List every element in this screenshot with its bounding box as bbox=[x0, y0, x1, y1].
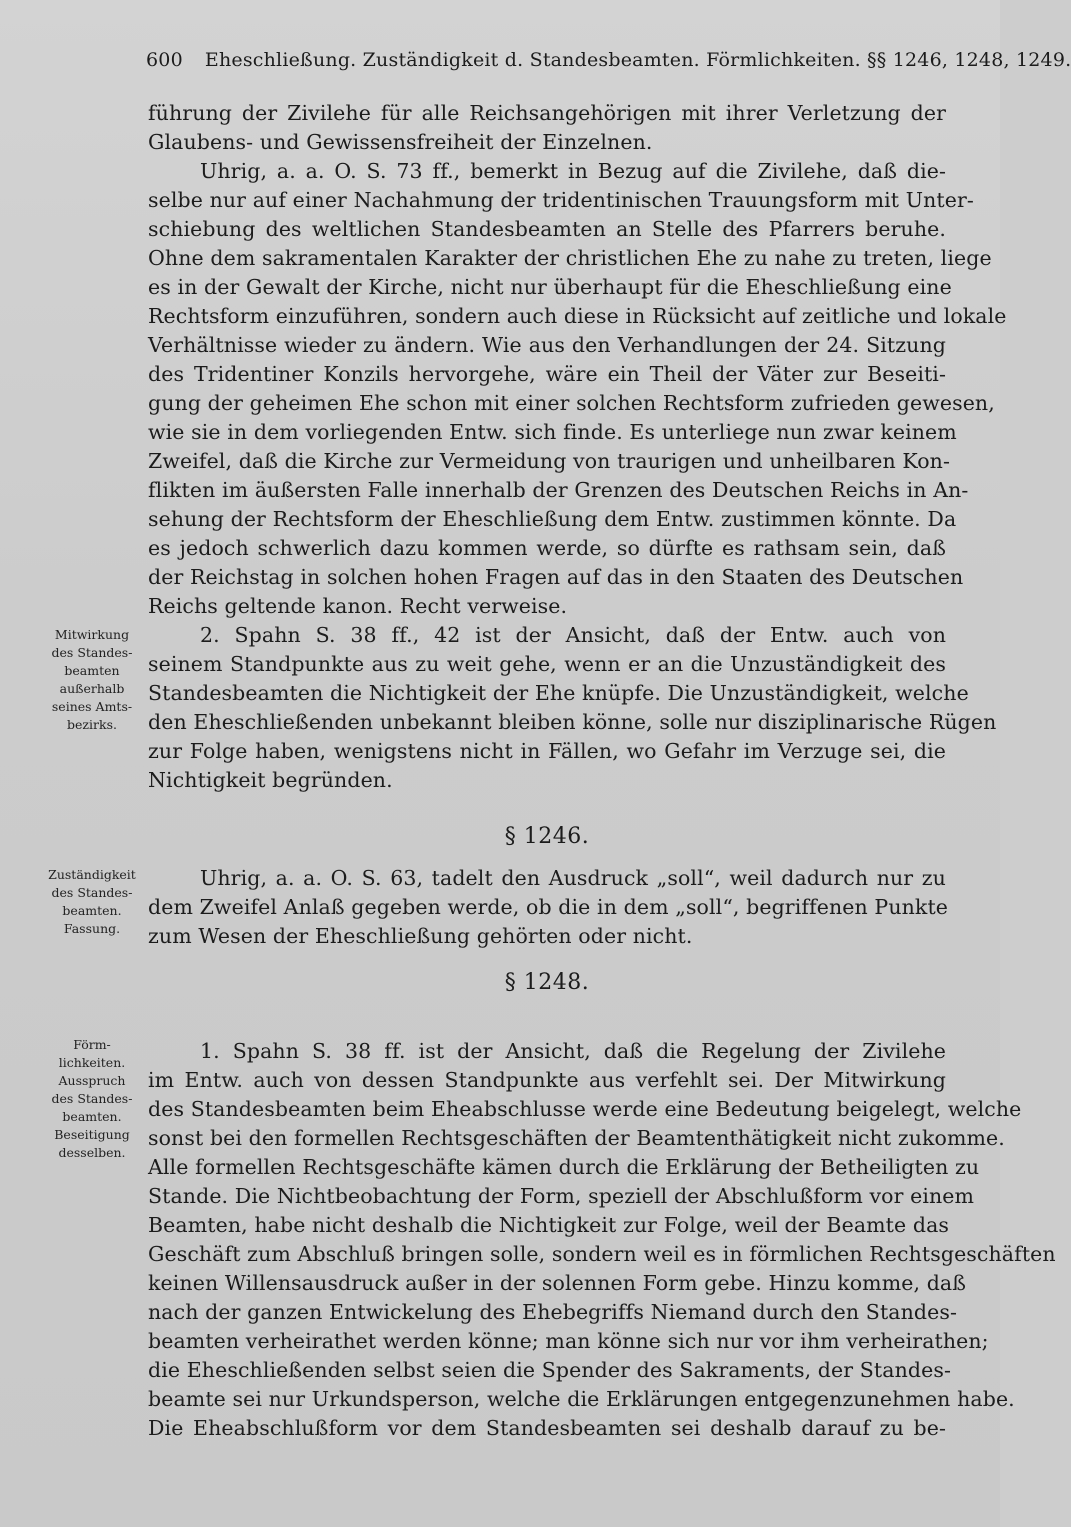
text-line: Rechtsform einzuführen, sondern auch diese in Rücksicht auf zeitliche und lokale bbox=[148, 304, 1007, 328]
margin-note-line: Förm- bbox=[73, 1037, 111, 1052]
text-line: 1. Spahn S. 38 ff. ist der Ansicht, daß die Regelung der Zivilehe bbox=[200, 1039, 946, 1063]
margin-note-foermlichkeiten bbox=[40, 1036, 144, 1162]
text-line: nach der ganzen Entwickelung des Ehebegriffs Niemand durch den Standes- bbox=[148, 1300, 958, 1324]
text-line: wie sie in dem vorliegenden Entw. sich finde. Es unterliege nun zwar keinem bbox=[148, 420, 957, 444]
page-number: 600 bbox=[146, 49, 183, 71]
text-line: den Eheschließenden unbekannt bleiben könne, solle nur disziplinarische Rügen bbox=[148, 710, 997, 734]
text-line: Alle formellen Rechtsgeschäfte kämen durch die Erklärung der Betheiligten zu bbox=[148, 1155, 980, 1179]
text-line: Reichs geltende kanon. Recht verweise. bbox=[148, 594, 568, 618]
text-line: Ohne dem sakramentalen Karakter der christlichen Ehe zu nahe zu treten, liege bbox=[148, 246, 992, 270]
text-line: sonst bei den formellen Rechtsgeschäften der Beamtenthätigkeit nicht zukomme. bbox=[148, 1126, 1005, 1150]
text-line: zur Folge haben, wenigstens nicht in Fällen, wo Gefahr im Verzuge sei, die bbox=[148, 739, 946, 763]
margin-note-line: Beseitigung bbox=[54, 1127, 130, 1142]
text-line: Glaubens- und Gewissensfreiheit der Einzelnen. bbox=[148, 130, 653, 154]
margin-note-line: außerhalb bbox=[59, 681, 125, 696]
text-line: seinem Standpunkte aus zu weit gehe, wenn er an die Unzuständigkeit des bbox=[148, 652, 946, 676]
margin-note-line: des Standes- bbox=[51, 1091, 133, 1106]
text-line: Verhältnisse wieder zu ändern. Wie aus den Verhandlungen der 24. Sitzung bbox=[148, 333, 946, 357]
text-line: Geschäft zum Abschluß bringen solle, sondern weil es in förmlichen Rechtsgeschäften bbox=[148, 1242, 1056, 1266]
text-line: gung der geheimen Ehe schon mit einer solchen Rechtsform zufrieden gewesen, bbox=[148, 391, 995, 415]
text-line: Stande. Die Nichtbeobachtung der Form, speziell der Abschlußform vor einem bbox=[148, 1184, 975, 1208]
text-line: sehung der Rechtsform der Eheschließung dem Entw. zustimmen könnte. Da bbox=[148, 507, 957, 531]
text-line: Zweifel, daß die Kirche zur Vermeidung von traurigen und unheilbaren Kon- bbox=[148, 449, 951, 473]
margin-note-line: beamten. bbox=[62, 1109, 122, 1124]
margin-note-line: Mitwirkung bbox=[54, 627, 130, 642]
text-line: es jedoch schwerlich dazu kommen werde, so dürfte es rathsam sein, daß bbox=[148, 536, 946, 560]
text-line: keinen Willensausdruck außer in der solennen Form gebe. Hinzu komme, daß bbox=[148, 1271, 967, 1295]
text-block-1246 bbox=[148, 864, 949, 951]
text-line: dem Zweifel Anlaß gegeben werde, ob die in dem „soll“, begriffenen Punkte bbox=[148, 895, 949, 919]
text-line: der Reichstag in solchen hohen Fragen auf das in den Staaten des Deutschen bbox=[148, 565, 964, 589]
margin-note-line: des Standes- bbox=[51, 645, 133, 660]
margin-note-line: seines Amts- bbox=[51, 699, 133, 714]
margin-note-line: Ausspruch bbox=[58, 1073, 126, 1088]
section-heading-1246: § 1246. bbox=[504, 824, 590, 849]
text-line: schiebung des weltlichen Standesbeamten an Stelle des Pfarrers beruhe. bbox=[148, 217, 946, 241]
text-line: Nichtigkeit begründen. bbox=[148, 768, 393, 792]
header-title: Eheschließung. Zuständigkeit d. Standesbeamten. Förmlichkeiten. §§ 1246, 1248, 1249. bbox=[204, 49, 1071, 71]
text-line: beamte sei nur Urkundsperson, welche die Erklärungen entgegenzunehmen habe. bbox=[148, 1387, 1015, 1411]
text-line: des Tridentiner Konzils hervorgehe, wäre ein Theil der Väter zur Beseiti- bbox=[148, 362, 946, 386]
text-line: die Eheschließenden selbst seien die Spender des Sakraments, der Standes- bbox=[148, 1358, 951, 1382]
margin-note-line: lichkeiten. bbox=[58, 1055, 126, 1070]
text-line: Uhrig, a. a. O. S. 63, tadelt den Ausdruck „soll“, weil dadurch nur zu bbox=[200, 866, 946, 890]
text-line: Standesbeamten die Nichtigkeit der Ehe knüpfe. Die Unzuständigkeit, welche bbox=[148, 681, 969, 705]
section-heading-1248: § 1248. bbox=[504, 970, 590, 995]
text-line: beamten verheirathet werden könne; man könne sich nur vor ihm verheirathen; bbox=[148, 1329, 989, 1353]
text-line: zum Wesen der Eheschließung gehörten oder nicht. bbox=[148, 924, 693, 948]
running-header bbox=[146, 42, 1071, 78]
margin-note-line: Zuständigkeit bbox=[48, 867, 136, 882]
margin-note-line: beamten bbox=[64, 663, 120, 678]
text-line: Die Eheabschlußform vor dem Standesbeamten sei deshalb darauf zu be- bbox=[148, 1416, 946, 1440]
margin-note-line: bezirks. bbox=[67, 717, 117, 732]
margin-note-mitwirkung bbox=[40, 626, 144, 734]
text-line: selbe nur auf einer Nachahmung der tridentinischen Trauungsform mit Unter- bbox=[148, 188, 974, 212]
text-line: flikten im äußersten Falle innerhalb der Grenzen des Deutschen Reichs in An- bbox=[148, 478, 969, 502]
text-line: des Standesbeamten beim Eheabschlusse werde eine Bedeutung beigelegt, welche bbox=[148, 1097, 1022, 1121]
text-line: führung der Zivilehe für alle Reichsangehörigen mit ihrer Verletzung der bbox=[148, 101, 946, 125]
text-line: es in der Gewalt der Kirche, nicht nur überhaupt für die Eheschließung eine bbox=[148, 275, 952, 299]
margin-note-zustaendigkeit bbox=[40, 866, 144, 938]
text-line: 2. Spahn S. 38 ff., 42 ist der Ansicht, daß der Entw. auch von bbox=[200, 623, 946, 647]
text-line: Uhrig, a. a. O. S. 73 ff., bemerkt in Bezug auf die Zivilehe, daß die- bbox=[200, 159, 946, 183]
text-block-1248 bbox=[148, 1037, 1056, 1443]
text-line: im Entw. auch von dessen Standpunkte aus verfehlt sei. Der Mitwirkung bbox=[148, 1068, 946, 1092]
text-block-intro bbox=[148, 99, 1007, 795]
margin-note-line: desselben. bbox=[58, 1145, 126, 1160]
margin-note-line: des Standes- bbox=[51, 885, 133, 900]
margin-note-line: beamten. bbox=[62, 903, 122, 918]
text-line: Beamten, habe nicht deshalb die Nichtigkeit zur Folge, weil der Beamte das bbox=[148, 1213, 950, 1237]
margin-note-line: Fassung. bbox=[63, 921, 121, 936]
